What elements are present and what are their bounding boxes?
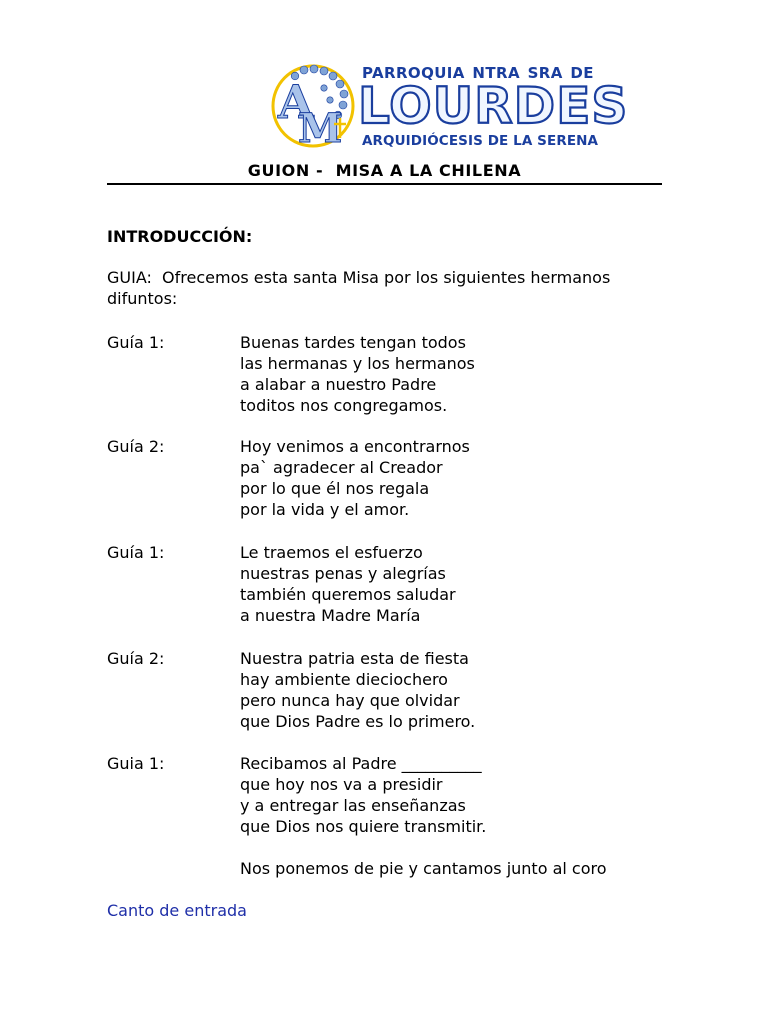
logo-archdiocese: ARQUIDIÓCESIS DE LA SERENA [362,133,599,149]
canto-heading: Canto de entrada [107,901,247,920]
section-heading: INTRODUCCIÓN: [107,227,253,246]
stanza-verses [240,436,470,520]
verse-line: por la vida y el amor. [240,500,410,519]
verse-line: que Dios Padre es lo primero. [240,712,476,731]
verse-line: Hoy venimos a encontrarnos [240,437,470,456]
intro-paragraph: GUIA: Ofrecemos esta santa Misa por los siguientes hermanos difuntos: [107,268,616,308]
stanza-verses [240,332,475,416]
verse-line: Nuestra patria esta de fiesta [240,649,469,668]
stanza-speaker: Guía 2: [107,649,165,668]
stanza-speaker: Guía 2: [107,437,165,456]
verse-line: Recibamos al Padre __________ [240,754,482,773]
verse-line: las hermanas y los hermanos [240,354,475,373]
svg-text:A: A [278,75,314,129]
verse-line: hay ambiente dieciochero [240,670,448,689]
logo-parish-name: PARROQUIA NTRA SRA DE [362,64,594,82]
stanza-verses [240,648,475,732]
verse-line: y a entregar las enseñanzas [240,796,466,815]
verse-line: pa` agradecer al Creador [240,458,443,477]
verse-line: a nuestra Madre María [240,606,421,625]
stanza-verses [240,753,486,837]
verse-line: pero nunca hay que olvidar [240,691,460,710]
verse-line: también queremos saludar [240,585,456,604]
verse-line: Le traemos el esfuerzo [240,543,423,562]
verse-line: que Dios nos quiere transmitir. [240,817,487,836]
verse-line: por lo que él nos regala [240,479,430,498]
verse-line: Buenas tardes tengan todos [240,333,466,352]
verse-line: toditos nos congregamos. [240,396,448,415]
verse-line: nuestras penas y alegrías [240,564,446,583]
stanza-speaker: Guía 1: [107,543,165,562]
stanza-speaker: Guía 1: [107,333,165,352]
verse-line: a alabar a nuestro Padre [240,375,437,394]
page-title: GUION - MISA A LA CHILENA [107,160,662,185]
parish-logo [270,60,629,152]
parish-emblem-icon [270,60,356,152]
closing-instruction: Nos ponemos de pie y cantamos junto al coro [240,859,607,878]
stanza-verses [240,542,456,626]
stanza-speaker: Guia 1: [107,754,165,773]
logo-lourdes: LOURDES [358,77,629,135]
svg-text:M: M [298,105,343,152]
verse-line: que hoy nos va a presidir [240,775,443,794]
